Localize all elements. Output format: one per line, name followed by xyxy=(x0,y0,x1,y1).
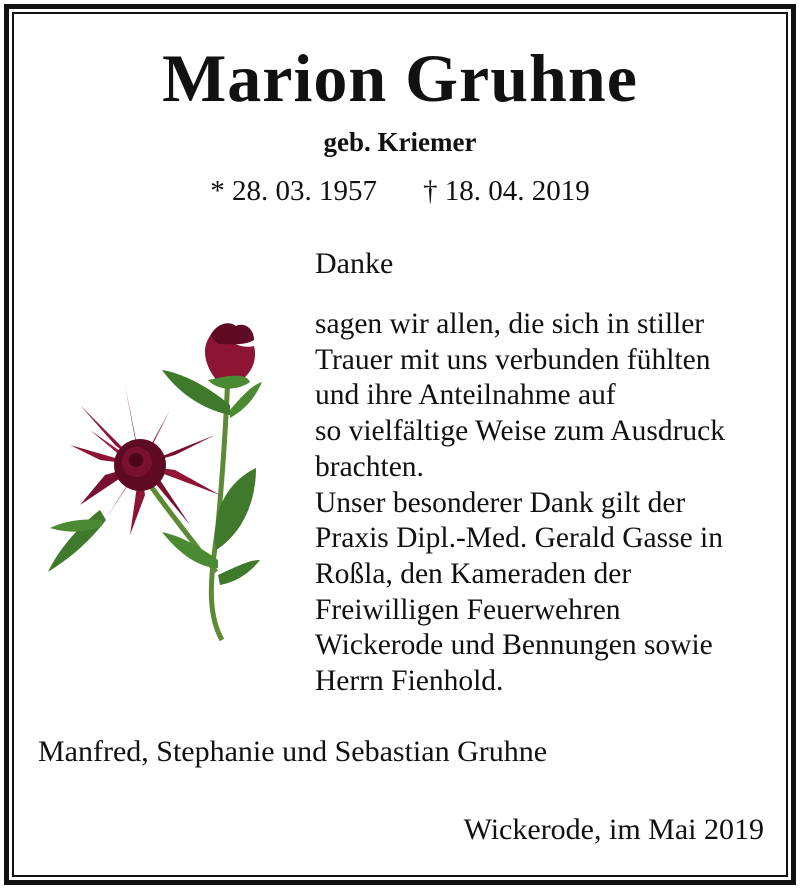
death-date: † 18. 04. 2019 xyxy=(423,175,590,207)
place-and-date: Wickerode, im Mai 2019 xyxy=(463,813,764,846)
birth-date: * 28. 03. 1957 xyxy=(210,175,377,207)
text-line: Unser besonderer Dank gilt der xyxy=(315,486,686,519)
text-line: Praxis Dipl.-Med. Gerald Gasse in xyxy=(315,522,724,555)
text-line: Freiwilligen Feuerwehren xyxy=(315,593,621,626)
deceased-name: Marion Gruhne xyxy=(162,40,638,116)
thanks-heading: Danke xyxy=(315,247,394,280)
signature: Manfred, Stephanie und Sebastian Gruhne xyxy=(38,735,548,768)
text-line: sagen wir allen, die sich in stiller xyxy=(315,308,705,340)
text-line: Roßla, den Kameraden der xyxy=(315,557,632,590)
text-line: Wickerode und Bennungen sowie xyxy=(315,629,713,662)
text-line: Trauer mit uns verbunden fühlten xyxy=(315,343,711,376)
life-dates xyxy=(0,174,800,208)
text-line: Herrn Fienhold. xyxy=(315,665,504,698)
thanks-text xyxy=(315,307,775,700)
maiden-name: geb. Kriemer xyxy=(323,127,477,157)
text-line: brachten. xyxy=(315,450,424,483)
text-line: so vielfältige Weise zum Ausdruck xyxy=(315,415,725,448)
text-line: und ihre Anteilnahme auf xyxy=(315,379,616,412)
dahlia-flower-icon xyxy=(40,310,290,650)
